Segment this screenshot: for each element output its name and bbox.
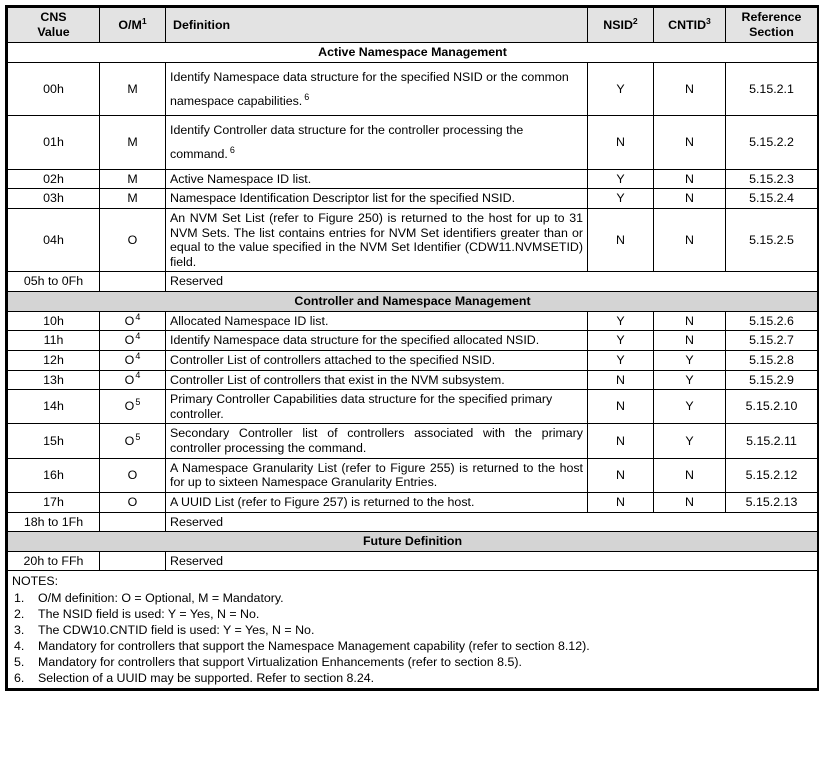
cell-cns-value: 11h <box>8 331 100 351</box>
cell-definition <box>166 390 588 424</box>
cell-definition <box>166 169 588 189</box>
table-row <box>8 169 818 189</box>
cell-om <box>100 370 166 390</box>
note-text: Selection of a UUID may be supported. Refer to section 8.24. <box>38 671 375 686</box>
cell-cns-value: 04h <box>8 208 100 272</box>
om-value: O <box>124 399 135 414</box>
cell-nsid: Y <box>588 189 654 209</box>
cell-nsid: N <box>588 458 654 492</box>
cell-reserved: Reserved <box>166 551 818 571</box>
cell-nsid: Y <box>588 169 654 189</box>
cell-cntid: Y <box>654 370 726 390</box>
cell-cns-value: 20h to FFh <box>8 551 100 571</box>
column-header-nsid <box>588 8 654 43</box>
cell-nsid: Y <box>588 331 654 351</box>
table-row <box>8 458 818 492</box>
cell-reference-section: 5.15.2.10 <box>726 390 818 424</box>
cell-om-empty <box>100 512 166 532</box>
note-number: 1. <box>14 590 25 605</box>
cell-om-empty <box>100 272 166 292</box>
note-item <box>12 622 813 638</box>
cell-definition <box>166 311 588 331</box>
cell-cntid: Y <box>654 424 726 458</box>
note-item <box>12 590 813 606</box>
om-value: O <box>127 232 138 247</box>
cell-cns-value: 15h <box>8 424 100 458</box>
om-value: M <box>127 191 138 206</box>
cell-cntid: N <box>654 492 726 512</box>
note-text: O/M definition: O = Optional, M = Mandatory. <box>38 590 284 605</box>
cell-cns-value: 13h <box>8 370 100 390</box>
definition-text: A Namespace Granularity List (refer to Figure 255) is returned to the host for up to sixteen Namespace Granularity Entries. <box>170 460 583 490</box>
cell-nsid: N <box>588 116 654 169</box>
column-header-cns-value <box>8 8 100 43</box>
om-footnote-marker: 4 <box>135 311 141 322</box>
cntid-footnote-marker: 3 <box>706 15 711 26</box>
column-header-cntid <box>654 8 726 43</box>
cell-cns-value: 14h <box>8 390 100 424</box>
om-value: M <box>127 171 138 186</box>
definition-text: Active Namespace ID list. <box>170 171 312 186</box>
definition-text: Controller List of controllers that exist in the NVM subsystem. <box>170 372 505 387</box>
cell-om-empty <box>100 551 166 571</box>
cell-reference-section: 5.15.2.8 <box>726 350 818 370</box>
cell-cntid: N <box>654 331 726 351</box>
note-text: The CDW10.CNTID field is used: Y = Yes, N = No. <box>38 622 315 637</box>
om-label: O/M <box>118 17 142 32</box>
definition-text: Identify Controller data structure for the controller processing the command. <box>170 123 524 162</box>
table-row <box>8 116 818 169</box>
cell-om <box>100 311 166 331</box>
om-footnote-marker: 1 <box>141 15 147 26</box>
om-value: O <box>124 352 135 367</box>
om-footnote-marker: 5 <box>135 397 141 408</box>
table-row <box>8 424 818 458</box>
om-footnote-marker: 4 <box>135 331 141 342</box>
om-value: O <box>127 467 138 482</box>
cell-cns-value: 03h <box>8 189 100 209</box>
cell-definition <box>166 208 588 272</box>
cell-cntid: N <box>654 116 726 169</box>
column-header-reference-section <box>726 8 818 43</box>
definition-text: Allocated Namespace ID list. <box>170 313 329 328</box>
table-row <box>8 350 818 370</box>
notes-row <box>8 571 818 689</box>
cns-values-table <box>7 7 818 689</box>
om-value: M <box>127 135 138 150</box>
section-band-label: Active Namespace Management <box>8 43 818 63</box>
cell-definition <box>166 331 588 351</box>
cell-om <box>100 331 166 351</box>
table-header-row <box>8 8 818 43</box>
cell-om <box>100 62 166 115</box>
om-footnote-marker: 4 <box>135 350 141 361</box>
cell-definition <box>166 189 588 209</box>
section-band-row <box>8 292 818 312</box>
cell-om <box>100 189 166 209</box>
cell-reference-section: 5.15.2.12 <box>726 458 818 492</box>
section-band-label: Future Definition <box>8 532 818 552</box>
cell-cntid: N <box>654 458 726 492</box>
cell-om <box>100 350 166 370</box>
cell-nsid: N <box>588 390 654 424</box>
cell-definition <box>166 350 588 370</box>
cell-reference-section: 5.15.2.13 <box>726 492 818 512</box>
cell-reference-section: 5.15.2.4 <box>726 189 818 209</box>
om-footnote-marker: 5 <box>135 431 141 442</box>
cell-cns-value: 10h <box>8 311 100 331</box>
cell-om <box>100 208 166 272</box>
cell-cntid: N <box>654 208 726 272</box>
om-value: O <box>124 333 135 348</box>
cell-om <box>100 424 166 458</box>
cell-definition <box>166 492 588 512</box>
cell-nsid: Y <box>588 311 654 331</box>
table-row <box>8 512 818 532</box>
note-text: The NSID field is used: Y = Yes, N = No. <box>38 606 260 621</box>
om-footnote-marker: 4 <box>135 370 141 381</box>
note-item <box>12 654 813 670</box>
definition-footnote-marker: 6 <box>229 145 235 156</box>
definition-text: An NVM Set List (refer to Figure 250) is returned to the host for up to 31 NVM Sets. The list contains entries for NVM Set identifiers greater than or equal to the value specified in the NVM Set Identifier (CDW11.NVMSETID) field. <box>170 210 583 269</box>
cell-nsid: N <box>588 492 654 512</box>
note-number: 2. <box>14 606 25 621</box>
cell-cntid: Y <box>654 390 726 424</box>
table-row <box>8 311 818 331</box>
cell-reserved: Reserved <box>166 512 818 532</box>
note-item <box>12 670 813 686</box>
column-header-om <box>100 8 166 43</box>
nsid-label: NSID <box>603 17 633 32</box>
cell-cns-value: 18h to 1Fh <box>8 512 100 532</box>
cell-cntid: Y <box>654 350 726 370</box>
cntid-label: CNTID <box>668 17 707 32</box>
om-value: O <box>127 494 138 509</box>
cell-reference-section: 5.15.2.6 <box>726 311 818 331</box>
om-value: M <box>127 81 138 96</box>
definition-text: Identify Namespace data structure for the specified allocated NSID. <box>170 333 540 348</box>
cell-reference-section: 5.15.2.5 <box>726 208 818 272</box>
cell-nsid: N <box>588 424 654 458</box>
cell-cntid: N <box>654 169 726 189</box>
cell-om <box>100 492 166 512</box>
note-number: 4. <box>14 638 25 653</box>
cell-reference-section: 5.15.2.9 <box>726 370 818 390</box>
cell-cns-value: 17h <box>8 492 100 512</box>
om-value: O <box>124 433 135 448</box>
cell-definition <box>166 424 588 458</box>
cell-om <box>100 169 166 189</box>
section-band-row <box>8 43 818 63</box>
note-number: 3. <box>14 622 25 637</box>
definition-text: Controller List of controllers attached to the specified NSID. <box>170 352 496 367</box>
note-number: 5. <box>14 655 25 669</box>
cell-reference-section: 5.15.2.1 <box>726 62 818 115</box>
note-item <box>12 606 813 622</box>
cns-values-table-container <box>5 5 819 691</box>
cell-reference-section: 5.15.2.2 <box>726 116 818 169</box>
table-row <box>8 208 818 272</box>
cell-reference-section: 5.15.2.11 <box>726 424 818 458</box>
table-row <box>8 551 818 571</box>
cell-definition <box>166 62 588 115</box>
definition-footnote-marker: 6 <box>304 91 310 102</box>
notes-title: NOTES: <box>12 574 59 589</box>
cell-cntid: N <box>654 311 726 331</box>
cns-value-line2: Value <box>37 25 70 40</box>
table-row <box>8 370 818 390</box>
section-band-label: Controller and Namespace Management <box>8 292 818 312</box>
cell-cns-value: 12h <box>8 350 100 370</box>
definition-text: Primary Controller Capabilities data structure for the specified primary controller. <box>170 392 553 421</box>
table-body <box>8 43 818 689</box>
cell-nsid: N <box>588 370 654 390</box>
note-number: 6. <box>14 671 25 686</box>
table-row <box>8 62 818 115</box>
cell-om <box>100 116 166 169</box>
cell-cns-value: 02h <box>8 169 100 189</box>
table-row <box>8 492 818 512</box>
table-row <box>8 390 818 424</box>
cell-reference-section: 5.15.2.3 <box>726 169 818 189</box>
cell-cns-value: 16h <box>8 458 100 492</box>
table-row <box>8 272 818 292</box>
cell-cntid: N <box>654 62 726 115</box>
definition-text: A UUID List (refer to Figure 257) is returned to the host. <box>170 494 475 509</box>
cell-cntid: N <box>654 189 726 209</box>
cell-nsid: N <box>588 208 654 272</box>
cell-nsid: Y <box>588 350 654 370</box>
note-text: Mandatory for controllers that support Virtualization Enhancements (refer to section 8.5). <box>38 655 522 669</box>
cell-om <box>100 390 166 424</box>
cell-definition <box>166 458 588 492</box>
table-header <box>8 8 818 43</box>
section-band-row <box>8 532 818 552</box>
definition-text: Identify Namespace data structure for the specified NSID or the common namespace capabilities. <box>170 69 569 109</box>
cell-reference-section: 5.15.2.7 <box>726 331 818 351</box>
column-header-definition: Definition <box>166 8 588 43</box>
cns-value-line1: CNS <box>40 10 67 24</box>
om-value: O <box>124 313 135 328</box>
notes-block <box>8 571 818 689</box>
note-text: Mandatory for controllers that support the Namespace Management capability (refer to section 8.12). <box>38 638 590 653</box>
cell-cns-value: 00h <box>8 62 100 115</box>
table-row <box>8 331 818 351</box>
cell-definition <box>166 370 588 390</box>
cell-cns-value: 05h to 0Fh <box>8 272 100 292</box>
nsid-footnote-marker: 2 <box>632 15 638 26</box>
definition-text: Secondary Controller list of controllers associated with the primary controller processing the command. <box>170 426 583 455</box>
om-value: O <box>124 372 135 387</box>
reference-line1: Reference <box>741 10 802 24</box>
cell-reserved: Reserved <box>166 272 818 292</box>
cell-nsid: Y <box>588 62 654 115</box>
reference-line2: Section <box>749 25 794 40</box>
cell-cns-value: 01h <box>8 116 100 169</box>
note-item <box>12 638 813 654</box>
definition-text: Namespace Identification Descriptor list for the specified NSID. <box>170 191 516 206</box>
cell-definition <box>166 116 588 169</box>
cell-om <box>100 458 166 492</box>
table-row <box>8 189 818 209</box>
